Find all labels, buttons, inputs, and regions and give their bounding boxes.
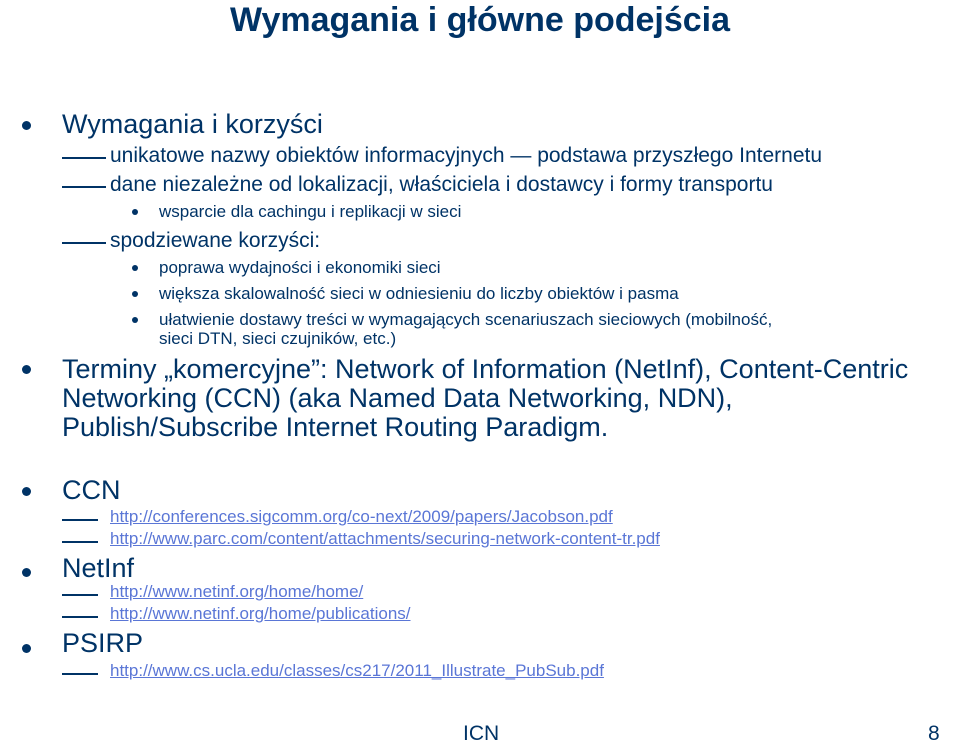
benefit-item: poprawa wydajności i ekonomiki sieci	[159, 258, 441, 277]
requirement-item: spodziewane korzyści:	[110, 229, 321, 252]
terms-line: Networking (CCN) (aka Named Data Networking, NDN),	[62, 383, 733, 413]
slide-title: Wymagania i główne podejścia	[229, 1, 731, 39]
psirp-label: PSIRP	[62, 628, 144, 658]
dash-icon	[62, 519, 98, 521]
netinf-link[interactable]: http://www.netinf.org/home/home/	[110, 582, 364, 601]
bullet-icon	[132, 317, 138, 323]
dash-icon	[62, 541, 98, 543]
footer-label: ICN	[463, 722, 500, 745]
ccn-label: CCN	[62, 475, 121, 505]
dash-icon	[62, 616, 98, 618]
bullet-icon	[22, 121, 31, 130]
bullet-icon	[132, 291, 138, 297]
bullet-icon	[132, 209, 138, 215]
requirement-item: dane niezależne od lokalizacji, właściciela i dostawcy i formy transportu	[110, 173, 773, 196]
page-number: 8	[928, 722, 940, 745]
terms-line: Terminy „komercyjne”: Network of Information (NetInf), Content-Centric	[62, 354, 909, 384]
terms-line: Publish/Subscribe Internet Routing Paradigm.	[62, 412, 609, 442]
bullet-icon	[22, 644, 31, 653]
requirements-heading: Wymagania i korzyści	[62, 109, 323, 139]
netinf-link[interactable]: http://www.netinf.org/home/publications/	[110, 604, 411, 623]
dash-icon	[62, 594, 98, 596]
dash-icon	[62, 673, 98, 675]
bullet-icon	[132, 265, 138, 271]
requirement-item: unikatowe nazwy obiektów informacyjnych — podstawa przyszłego Internetu	[110, 144, 823, 167]
dash-icon	[62, 186, 106, 188]
benefit-item-continuation: sieci DTN, sieci czujników, etc.)	[159, 329, 397, 348]
requirement-subitem: wsparcie dla cachingu i replikacji w sieci	[159, 202, 462, 221]
bullet-icon	[22, 365, 31, 374]
ccn-link[interactable]: http://www.parc.com/content/attachments/securing-network-content-tr.pdf	[110, 529, 660, 548]
bullet-icon	[22, 568, 31, 577]
netinf-label: NetInf	[62, 553, 135, 583]
dash-icon	[62, 242, 106, 244]
dash-icon	[62, 157, 106, 159]
benefit-item: większa skalowalność sieci w odniesieniu do liczby obiektów i pasma	[159, 284, 679, 303]
bullet-icon	[22, 487, 31, 496]
psirp-link[interactable]: http://www.cs.ucla.edu/classes/cs217/2011_Illustrate_PubSub.pdf	[110, 661, 604, 680]
ccn-link[interactable]: http://conferences.sigcomm.org/co-next/2009/papers/Jacobson.pdf	[110, 507, 613, 526]
benefit-item: ułatwienie dostawy treści w wymagających scenariuszach sieciowych (mobilność,	[159, 310, 773, 329]
